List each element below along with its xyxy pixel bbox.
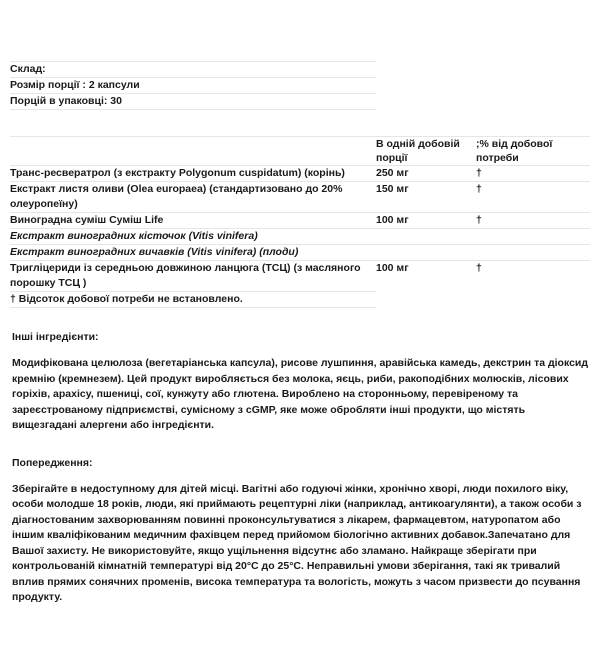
- ingredient-daily-value: †: [476, 213, 590, 229]
- warnings-text: Зберігайте в недоступному для дітей місці. Вагітні або годуючі жінки, хронічно хворі, люди похилого віку, особи молодше 18 років, люди, які приймають рецептурні ліки (наприклад, антикоагулянти), а також особи з діагностованим захворюванням повинні проконсультуватися з лікарем, фармацевтом, натуропатом або іншим кваліфікованим медичним фахівцем перед прийомом біологічно активних добавок.Запечатано для Вашої захисту. Не використовуйте, якщо ущільнення відсутнє або зламано. Найкраще зберігати при контрольованій кімнатній температурі від 20°С до 25°С. Неправильні умови зберігання, такі як тривалий вплив прямих сонячних променів, висока температура та вологість, можуть з часом призвести до псування продукту.: [12, 482, 582, 603]
- servings-per-container-row: Порцій в упаковці: 30: [10, 94, 376, 110]
- other-ingredients-title: Інші інгредієнти:: [12, 331, 99, 343]
- supplement-label-page: [0, 61, 600, 661]
- ingredient-daily-value: [476, 229, 590, 245]
- ingredient-name: Тригліцериди із середньою довжиною ланцюга (ТСЦ) (з масляного порошку ТСЦ ): [10, 261, 376, 292]
- serving-size-row: Розмір порції : 2 капсули: [10, 78, 376, 94]
- facts-row-serving-size: [10, 78, 590, 94]
- ingredient-name: Транс-ресвератрол (з екстракту Polygonum cuspidatum) (корінь): [10, 166, 376, 182]
- warnings-title: Попередження:: [12, 456, 93, 469]
- spacer-cell: [476, 110, 590, 137]
- supplement-facts-table: [10, 61, 590, 308]
- spacer-cell: [476, 292, 590, 308]
- spacer-cell: [376, 78, 476, 94]
- table-row: [10, 229, 590, 245]
- ingredient-name: Екстракт виноградних кісточок (Vitis vinifera): [10, 229, 376, 245]
- facts-row-title: [10, 62, 590, 78]
- table-row: [10, 166, 590, 182]
- ingredient-amount: [376, 245, 476, 261]
- layout-gap: [10, 308, 590, 330]
- table-row: [10, 182, 590, 213]
- layout-gap: [12, 345, 590, 356]
- facts-header-row: [10, 137, 590, 166]
- ingredient-daily-value: †: [476, 261, 590, 292]
- spacer-cell: [376, 110, 476, 137]
- ingredient-name: Екстракт листя оливи (Olea europaea) (стандартизовано до 20% олеуропеїну): [10, 182, 376, 213]
- spacer-cell: [476, 78, 590, 94]
- ingredient-name: Екстракт виноградних вичавків (Vitis vinifera) (плоди): [10, 245, 376, 261]
- other-ingredients-section: [12, 330, 590, 434]
- ingredient-name: Виноградна суміш Суміш Life: [10, 213, 376, 229]
- spacer-cell: [376, 62, 476, 78]
- facts-row-spacer: [10, 110, 590, 137]
- layout-gap: [10, 434, 590, 456]
- spacer-cell: [476, 62, 590, 78]
- supplement-facts-title: Склад:: [10, 62, 376, 78]
- ingredient-amount: 100 мг: [376, 213, 476, 229]
- column-header-amount-per-serving: В одній добовій порції: [376, 137, 476, 166]
- ingredient-amount: 250 мг: [376, 166, 476, 182]
- table-row: [10, 261, 590, 292]
- facts-row-servings-per-container: [10, 94, 590, 110]
- spacer-cell: [376, 292, 476, 308]
- column-header-percent-daily-value: ;% від добової потреби: [476, 137, 590, 166]
- layout-gap: [12, 471, 590, 482]
- spacer-cell: [476, 94, 590, 110]
- other-ingredients-text: Модифікована целюлоза (вегетаріанська капсула), рисове лушпиння, аравійська камедь, декстрин та діоксид кремнію (кремнезем). Цей продукт виробляється без молока, яєць, риби, ракоподібних молюсків, лісових горіхів, арахісу, пшениці, сої, кунжуту або глютена. Вироблено на сторонньому, перевіреному та зареєстрованому підприємстві, сумісному з cGMP, яке може обробляти інші продукти, що містять вищезгадані алергени або інгредієнти.: [12, 357, 589, 431]
- table-gap: [10, 110, 376, 137]
- ingredient-amount: 100 мг: [376, 261, 476, 292]
- table-row: [10, 245, 590, 261]
- spacer-cell: [376, 94, 476, 110]
- header-blank-cell: [10, 137, 376, 166]
- ingredient-daily-value: †: [476, 182, 590, 213]
- ingredient-amount: 150 мг: [376, 182, 476, 213]
- ingredient-daily-value: †: [476, 166, 590, 182]
- facts-footnote-row: [10, 292, 590, 308]
- daily-value-footnote: † Відсоток добової потреби не встановлено.: [10, 292, 376, 308]
- table-row: [10, 213, 590, 229]
- warnings-section: [12, 456, 590, 606]
- ingredient-amount: [376, 229, 476, 245]
- ingredient-daily-value: [476, 245, 590, 261]
